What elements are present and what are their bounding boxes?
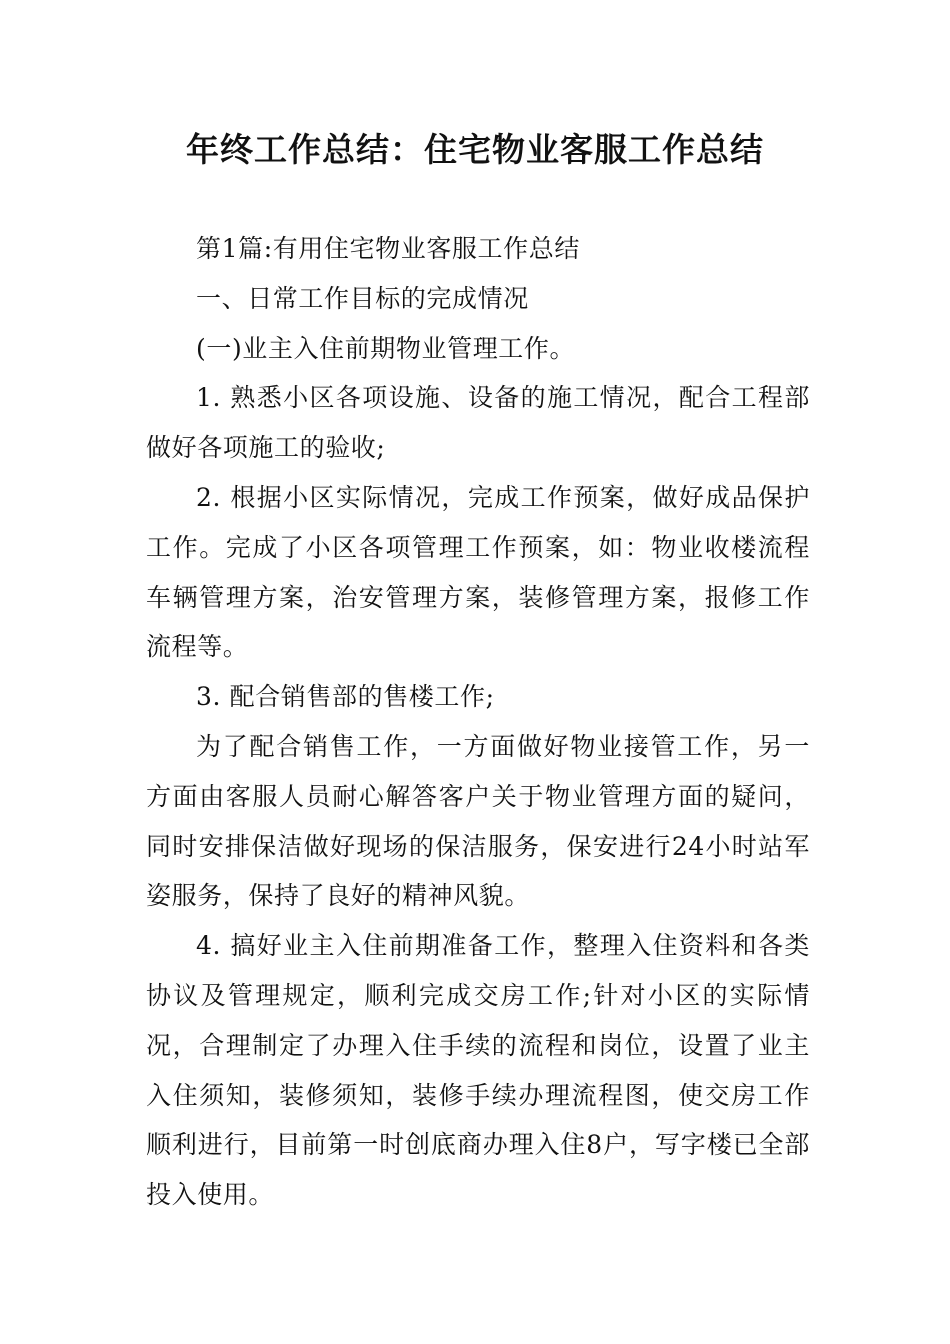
paragraph: 第1篇:有用住宅物业客服工作总结 [196,234,580,263]
document-body [146,224,810,1220]
paragraph: (一)业主入住前期物业管理工作。 [196,333,576,363]
paragraph: 2. 根据小区实际情况，完成工作预案，做好成品保护工作。完成了小区各项管理工作预案，如：物业收楼流程车辆管理方案，治安管理方案，装修管理方案，报修工作流程等。 [146,482,810,662]
paragraph: 为了配合销售工作，一方面做好物业接管工作，另一方面由客服人员耐心解答客户关于物业管理方面的疑问，同时安排保洁做好现场的保洁服务，保安进行24小时站军姿服务，保持了良好的精神风貌。 [146,731,810,911]
document-title: 年终工作总结：住宅物业客服工作总结 [186,130,764,169]
paragraph: 4. 搞好业主入住前期准备工作，整理入住资料和各类协议及管理规定，顺利完成交房工作;针对小区的实际情况，合理制定了办理入住手续的流程和岗位，设置了业主入住须知，装修须知，装修手续办理流程图，使交房工作顺利进行，目前第一时创底商办理入住8户，写字楼已全部投入使用。 [146,931,810,1210]
paragraph: 1. 熟悉小区各项设施、设备的施工情况，配合工程部做好各项施工的验收; [146,383,810,463]
paragraph: 3. 配合销售部的售楼工作; [196,682,495,712]
paragraph: 一、日常工作目标的完成情况 [196,283,529,313]
